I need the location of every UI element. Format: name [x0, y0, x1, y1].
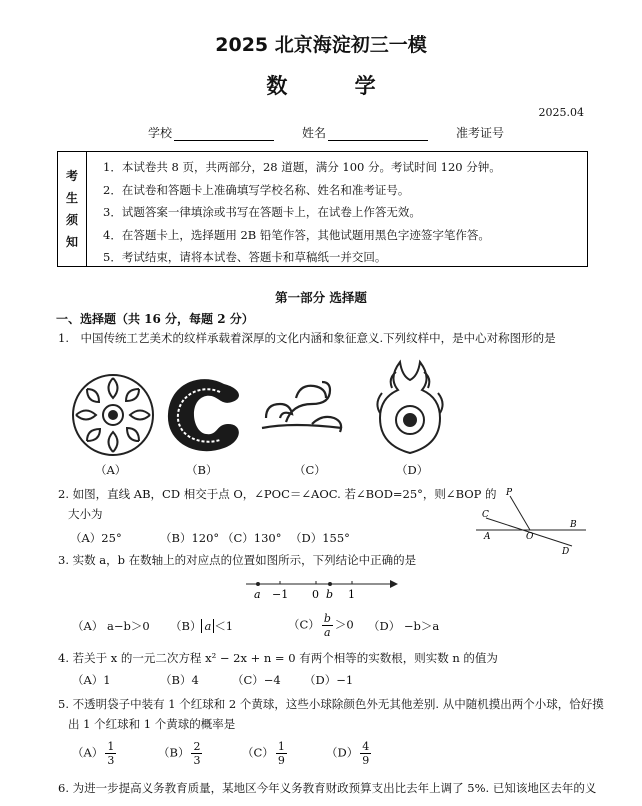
side-char: 考	[65, 169, 78, 183]
exam-subject: 数 学	[266, 73, 406, 98]
point-a	[256, 582, 260, 586]
q1-label-c: （C）	[294, 463, 326, 477]
school-label: 学校	[148, 126, 173, 140]
q3-option-b-rest: ＜1	[214, 619, 234, 633]
pattern-a-image	[68, 370, 158, 460]
q2-text: 2. 如图，直线 AB，CD 相交于点 O，∠POC＝∠AOC. 若∠BOD=25°，则∠BOP 的	[58, 487, 497, 501]
q3-option-b-abs: a	[201, 619, 214, 633]
q3-option-b-label: （B）	[170, 619, 202, 633]
section-title: 一、选择题（共 16 分，每题 2 分）	[56, 312, 254, 326]
q3-option-b	[170, 618, 233, 634]
q2-option-a: （A）25°	[70, 531, 122, 545]
frac-num: 4	[362, 740, 370, 753]
q4-option-c: （C）−4	[232, 673, 281, 687]
axis-arrow	[390, 580, 398, 588]
q3-option-c-label: （C）	[288, 617, 320, 632]
frac-den: 3	[107, 754, 115, 767]
axis-label-a: a	[254, 588, 261, 601]
note-item: 3．试题答案一律填涂或书写在答题卡上，在试卷上作答无效。	[103, 205, 421, 219]
opt-label: （B）	[158, 745, 190, 760]
opt-frac	[105, 740, 116, 767]
q3-option-c-rest: ＞0	[334, 617, 354, 632]
side-char: 生	[65, 191, 78, 205]
q5-text: 5. 不透明袋子中装有 1 个红球和 2 个黄球，这些小球除颜色外无其他差别. 从中随机摸出两个小球，恰好摸	[58, 697, 604, 711]
opt-label: （A）	[72, 745, 104, 760]
q5-option-c	[242, 740, 289, 767]
note-item: 5．考试结束，请将本试卷、答题卡和草稿纸一并交回。	[103, 250, 387, 264]
q1-label-b: （B）	[186, 463, 218, 477]
q4-text: 4. 若关于 x 的一元二次方程 x² − 2x + n = 0 有两个相等的实数根，则实数 n 的值为	[58, 651, 498, 665]
q5-option-b	[158, 740, 204, 767]
q3-option-d: （D） −b＞a	[368, 619, 440, 633]
opt-frac	[276, 740, 287, 767]
q4-option-d: （D）−1	[304, 673, 354, 687]
frac-num: 2	[193, 740, 201, 753]
label-p: P	[506, 488, 513, 498]
q4-option-a: （A）1	[72, 673, 111, 687]
exam-id-field	[456, 124, 504, 141]
label-b: B	[570, 520, 577, 530]
q3-option-c	[288, 612, 354, 639]
note-item: 1．本试卷共 8 页，共两部分，28 道题，满分 100 分。考试时间 120 分钟。	[103, 160, 501, 174]
name-blank[interactable]	[328, 126, 428, 141]
q2-option-b: （B）120°	[160, 531, 220, 545]
q2-option-d: （D）155°	[290, 531, 350, 545]
q5-option-a	[72, 740, 118, 767]
notes-list	[87, 152, 501, 266]
name-label: 姓名	[302, 126, 327, 140]
axis-label-b: b	[326, 588, 334, 601]
note-item: 4．在答题卡上，选择题用 2B 铅笔作答，其他试题用黑色字迹签字笔作答。	[103, 227, 490, 242]
frac-den: 9	[277, 754, 285, 767]
q1-text: 1. 中国传统工艺美术的纹样承载着深厚的文化内涵和象征意义.下列纹样中，是中心对称图形的是	[58, 331, 556, 345]
pattern-d-image	[370, 358, 450, 458]
notes-side-label	[58, 152, 87, 266]
exam-title: 2025 北京海淀初三一模	[215, 34, 427, 56]
frac-num: 1	[277, 740, 285, 753]
q2-option-c: （C）130°	[222, 531, 282, 545]
ray-op	[510, 496, 530, 530]
q6-text: 6. 为进一步提高义务教育质量，某地区今年义务教育财政预算支出比去年上调了 5%. 已知该地区去年的义	[58, 781, 597, 795]
q2-text-cont: 大小为	[68, 507, 103, 521]
q3-number-line	[240, 576, 400, 604]
side-char: 知	[65, 235, 78, 249]
opt-frac	[191, 740, 202, 767]
part-title: 第一部分 选择题	[275, 290, 367, 305]
note-item: 2．在试卷和答题卡上准确填写学校名称、姓名和准考证号。	[103, 182, 410, 197]
q2-figure	[470, 484, 590, 556]
q1-label-a: （A）	[95, 463, 127, 477]
label-c: C	[482, 510, 489, 520]
exam-id-label: 准考证号	[456, 126, 505, 140]
student-info-fields	[148, 124, 532, 141]
frac-den: a	[324, 626, 331, 639]
q5-option-d	[326, 740, 373, 767]
side-char: 须	[65, 213, 78, 227]
q3-text: 3. 实数 a，b 在数轴上的对应点的位置如图所示，下列结论中正确的是	[58, 553, 417, 567]
q1-label-d: （D）	[396, 463, 429, 477]
opt-frac	[360, 740, 371, 767]
axis-label-m1: −1	[272, 588, 289, 601]
name-field[interactable]	[302, 124, 428, 141]
label-a: A	[484, 532, 491, 542]
q5-text-cont: 出 1 个红球和 1 个黄球的概率是	[68, 717, 236, 731]
label-d: D	[562, 547, 570, 556]
candidate-notes-box	[57, 151, 588, 267]
axis-label-zero: 0	[312, 588, 319, 601]
school-blank[interactable]	[174, 126, 274, 141]
frac-num: 1	[107, 740, 115, 753]
frac-den: 9	[362, 754, 370, 767]
exam-date: 2025.04	[538, 106, 584, 119]
opt-label: （D）	[326, 745, 359, 760]
pattern-c-image	[256, 378, 348, 438]
q3-option-a: （A） a−b＞0	[72, 619, 150, 633]
school-field[interactable]	[148, 124, 274, 141]
frac-den: 3	[193, 754, 201, 767]
opt-label: （C）	[242, 745, 274, 760]
q3-option-c-frac	[322, 612, 333, 639]
label-o: O	[526, 532, 534, 542]
q4-option-b: （B）4	[160, 673, 199, 687]
pattern-b-image	[162, 372, 246, 458]
point-b	[328, 582, 332, 586]
frac-num: b	[323, 612, 331, 625]
axis-label-one: 1	[348, 588, 355, 601]
